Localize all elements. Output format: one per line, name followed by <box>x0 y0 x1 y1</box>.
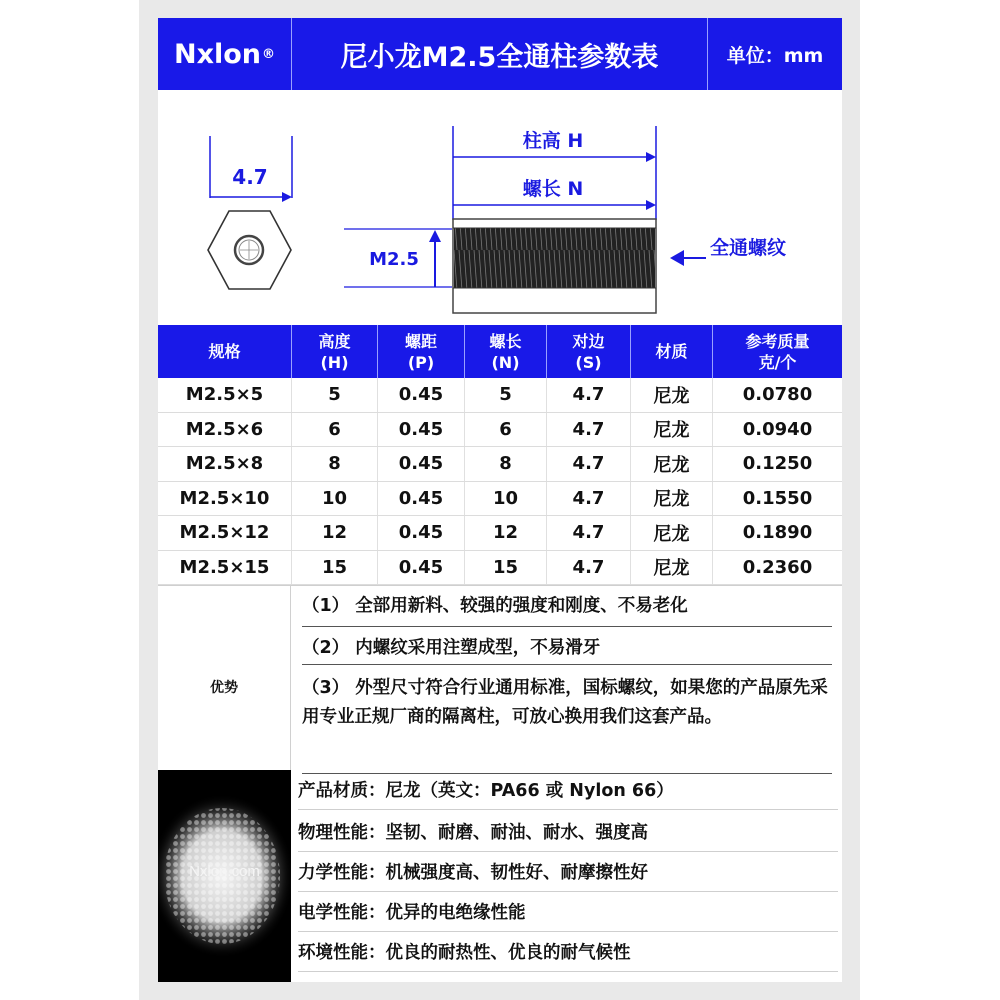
table-cell: M2.5×5 <box>185 384 264 406</box>
full-thread-label: 全通螺纹 <box>710 237 787 259</box>
brand-name: Nxlon <box>173 38 262 70</box>
table-cell: 0.45 <box>377 378 464 412</box>
table-cell: 4.7 <box>546 482 630 516</box>
table-cell: 15 <box>464 551 546 585</box>
table-cell: 10 <box>464 482 546 516</box>
table-cell: 尼龙 <box>630 482 712 516</box>
header-bar <box>158 18 842 90</box>
advantages-label: 优势 <box>158 586 291 787</box>
material-row: 产品材质：尼龙（英文：PA66 或 Nylon 66） <box>298 770 838 810</box>
spec-sheet <box>158 18 842 982</box>
table-cell: 尼龙 <box>630 516 712 550</box>
table-cell: 0.1890 <box>712 516 842 550</box>
physical-row: 物理性能：坚韧、耐磨、耐油、耐水、强度高 <box>298 812 838 852</box>
mechanical-row: 力学性能：机械强度高、韧性好、耐摩擦性好 <box>298 852 838 892</box>
technical-drawing <box>158 90 842 325</box>
thread-length-label: 螺长 N <box>522 178 584 200</box>
pillar-side-view <box>344 126 786 313</box>
column-header: 螺长 (N) <box>464 325 546 378</box>
table-cell: 4.7 <box>546 516 630 550</box>
table-row <box>158 516 842 551</box>
watermark-label: Nxlon.com <box>189 863 260 880</box>
table-cell: 8 <box>291 447 377 481</box>
table-cell: 0.2360 <box>712 551 842 585</box>
table-row <box>158 378 842 413</box>
table-cell: 4.7 <box>546 413 630 447</box>
table-cell: 0.45 <box>377 447 464 481</box>
advantage-item: （3） 外型尺寸符合行业通用标准，国标螺纹，如果您的产品原先采用专业正规厂商的隔离柱，可放心换用我们这套产品。 <box>302 668 832 774</box>
advantage-item: （1） 全部用新料、较强的强度和刚度、不易老化 <box>302 592 832 627</box>
table-cell: 5 <box>291 378 377 412</box>
table-cell: 0.1250 <box>712 447 842 481</box>
advantage-item: （2） 内螺纹采用注塑成型，不易滑牙 <box>302 629 832 665</box>
page-title: 尼小龙M2.5全通柱参数表 <box>340 41 659 73</box>
table-cell: 0.45 <box>377 413 464 447</box>
table-cell: M2.5×6 <box>185 418 264 440</box>
table-cell: 尼龙 <box>630 378 712 412</box>
unit-label: 单位：mm <box>726 44 824 67</box>
table-row <box>158 551 842 586</box>
table-cell: 0.45 <box>377 516 464 550</box>
spec-table <box>158 325 842 585</box>
table-cell: 0.45 <box>377 551 464 585</box>
table-cell: 15 <box>291 551 377 585</box>
table-row <box>158 482 842 517</box>
across-flats-label: 4.7 <box>232 165 268 189</box>
table-cell: 0.0780 <box>712 378 842 412</box>
column-header: 对边 (S) <box>546 325 630 378</box>
registered-mark: ® <box>262 46 276 62</box>
table-cell: 6 <box>291 413 377 447</box>
environmental-row: 环境性能：优良的耐热性、优良的耐气候性 <box>298 932 838 972</box>
material-section <box>158 770 842 982</box>
table-cell: 12 <box>464 516 546 550</box>
table-cell: 0.1550 <box>712 482 842 516</box>
table-cell: 10 <box>291 482 377 516</box>
nylon-pellets-image <box>158 770 291 982</box>
table-cell: 尼龙 <box>630 551 712 585</box>
table-cell: M2.5×12 <box>179 522 270 544</box>
table-cell: 12 <box>291 516 377 550</box>
hex-end-view <box>208 136 292 289</box>
column-header: 螺距 (P) <box>377 325 464 378</box>
table-row <box>158 447 842 482</box>
table-cell: 4.7 <box>546 378 630 412</box>
brand-logo <box>158 18 291 90</box>
pillar-height-label: 柱高 H <box>522 130 584 152</box>
advantages-section <box>158 585 842 787</box>
table-cell: 尼龙 <box>630 447 712 481</box>
table-cell: 4.7 <box>546 551 630 585</box>
table-cell: 0.0940 <box>712 413 842 447</box>
thread-section <box>454 228 655 288</box>
table-cell: M2.5×8 <box>185 453 264 475</box>
table-row <box>158 413 842 448</box>
table-cell: M2.5×15 <box>179 556 270 578</box>
table-cell: M2.5×10 <box>179 487 270 509</box>
table-cell: 尼龙 <box>630 413 712 447</box>
table-header <box>158 325 842 378</box>
table-cell: 0.45 <box>377 482 464 516</box>
table-cell: 5 <box>464 378 546 412</box>
column-header: 高度 (H) <box>291 325 377 378</box>
column-header: 材质 <box>630 325 712 378</box>
column-header: 参考质量 克/个 <box>712 325 842 378</box>
table-cell: 6 <box>464 413 546 447</box>
table-cell: 8 <box>464 447 546 481</box>
column-header: 规格 <box>208 342 241 361</box>
electrical-row: 电学性能：优异的电绝缘性能 <box>298 892 838 932</box>
table-cell: 4.7 <box>546 447 630 481</box>
thread-size-label: M2.5 <box>369 249 419 270</box>
